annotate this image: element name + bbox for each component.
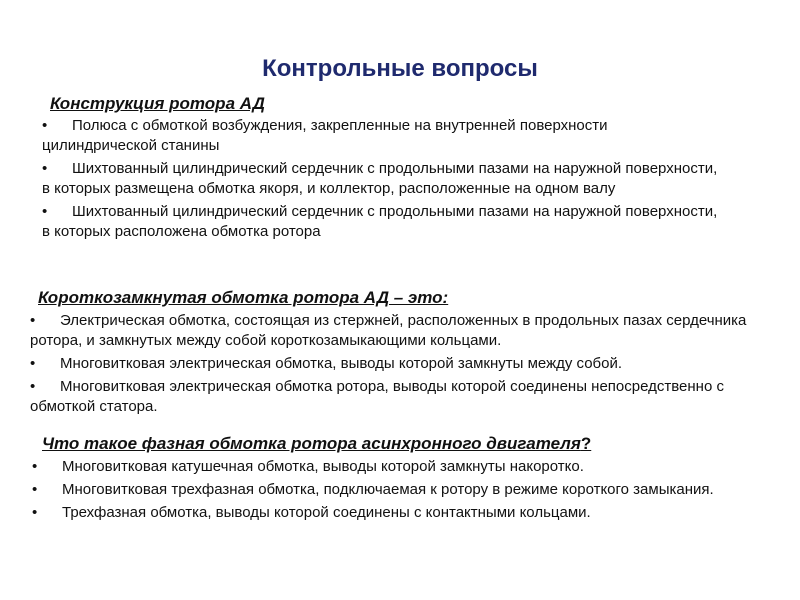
answer-list-rotor-construction — [42, 116, 722, 245]
bullet-icon: • — [42, 203, 48, 220]
list-item: • Многовитковая электрическая обмотка ротора, выводы которой соединены непосредственно с обмоткой статора. — [30, 378, 724, 415]
bullet-icon: • — [32, 504, 38, 521]
section-heading-squirrel-cage: Короткозамкнутая обмотка ротора АД – это: — [38, 288, 449, 307]
list-item: • Электрическая обмотка, состоящая из стержней, расположенных в продольных пазах сердечника ротора, и замкнутых между собой короткозамыкающими кольцами. — [30, 312, 747, 349]
list-item: • Многовитковая электрическая обмотка, выводы которой замкнуты между собой. — [30, 355, 623, 372]
bullet-icon: • — [32, 458, 38, 475]
list-item: • Трехфазная обмотка, выводы которой соединены с контактными кольцами. — [32, 504, 591, 521]
bullet-icon: • — [30, 312, 36, 329]
page-title: Контрольные вопросы — [262, 55, 538, 82]
bullet-icon: • — [30, 378, 36, 395]
bullet-icon: • — [42, 117, 48, 134]
section-heading-phase-winding: Что такое фазная обмотка ротора асинхронного двигателя? — [42, 434, 592, 453]
answer-list-phase-winding — [32, 457, 737, 526]
answer-list-squirrel-cage — [30, 311, 750, 420]
bullet-icon: • — [32, 481, 38, 498]
list-item: • Многовитковая трехфазная обмотка, подключаемая к ротору в режиме короткого замыкания. — [32, 481, 714, 498]
list-item: • Шихтованный цилиндрический сердечник с продольными пазами на наружной поверхности, в которых размещена обмотка якоря, и коллектор, расположенные на одном валу — [42, 160, 718, 197]
list-item: • Шихтованный цилиндрический сердечник с продольными пазами на наружной поверхности, в которых расположена обмотка ротора — [42, 203, 718, 240]
list-item: • Полюса с обмоткой возбуждения, закрепленные на внутренней поверхности цилиндрической станины — [42, 117, 608, 154]
list-item: • Многовитковая катушечная обмотка, выводы которой замкнуты накоротко. — [32, 458, 584, 475]
bullet-icon: • — [30, 355, 36, 372]
bullet-icon: • — [42, 160, 48, 177]
section-heading-rotor-construction: Конструкция ротора АД — [50, 94, 265, 113]
